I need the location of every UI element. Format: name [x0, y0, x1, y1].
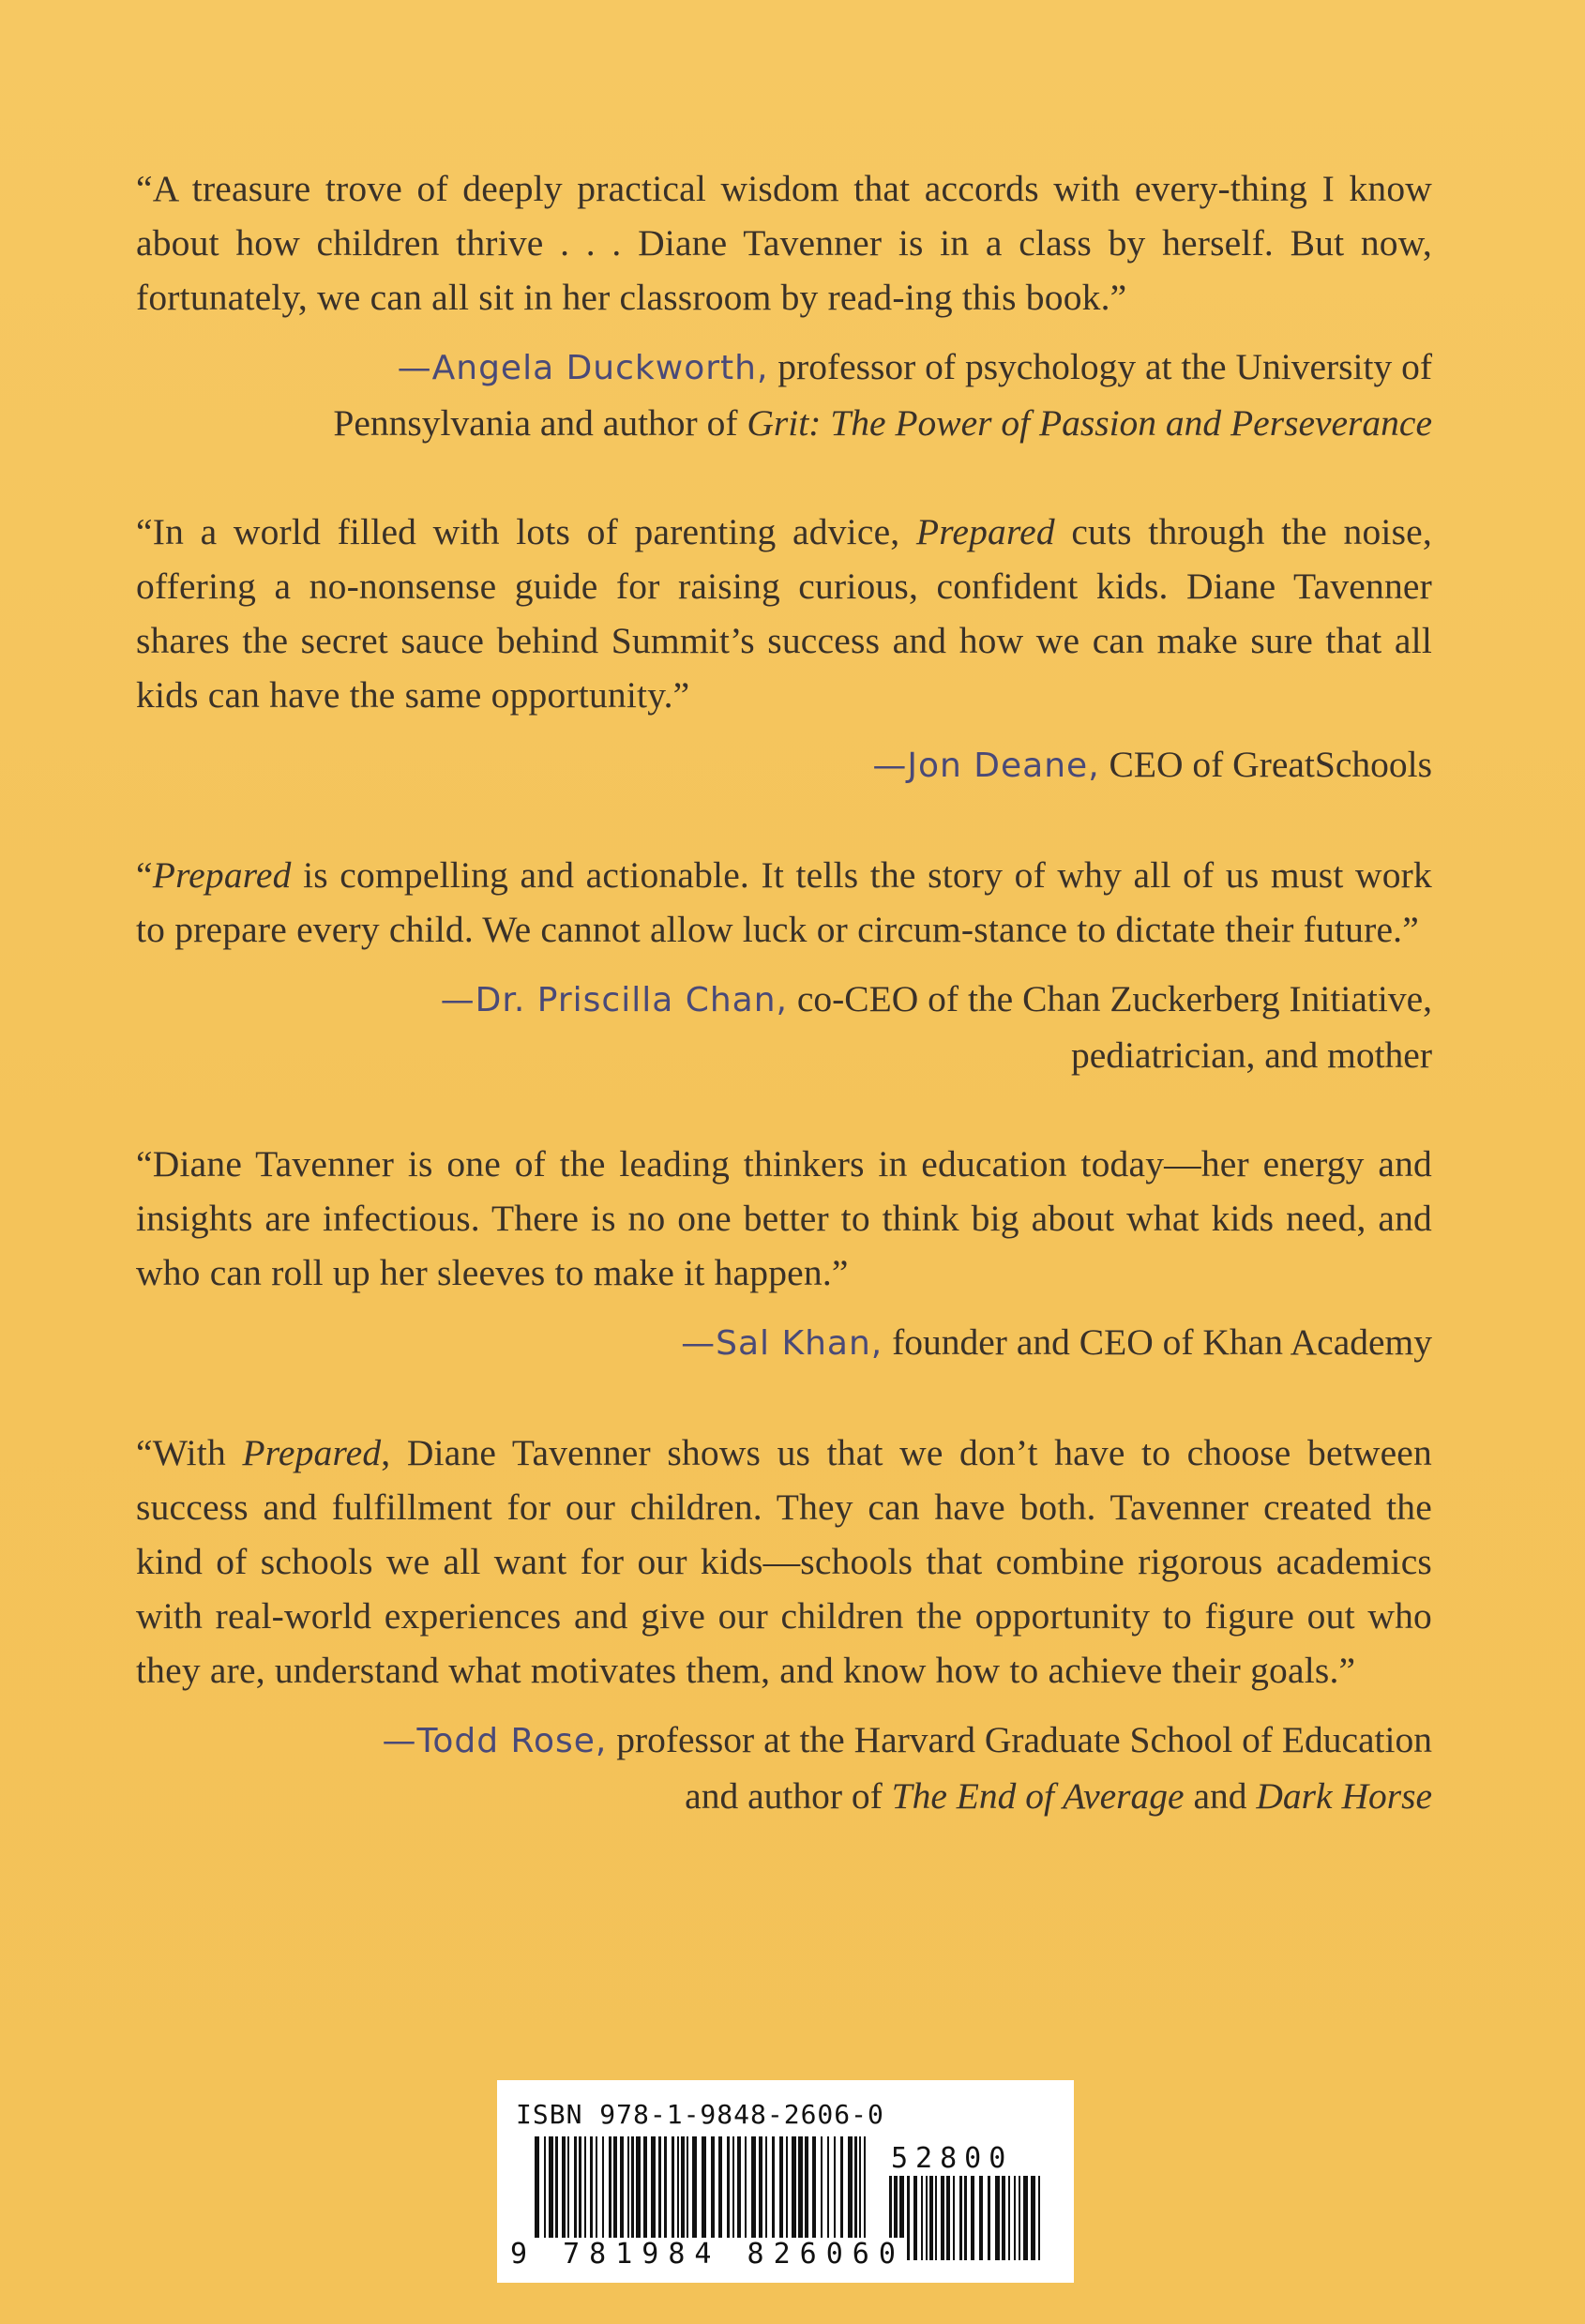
- barcode-bar: [1008, 2176, 1010, 2260]
- barcode-bar: [1019, 2176, 1020, 2260]
- barcode-bar: [921, 2176, 923, 2260]
- barcode-bar: [988, 2176, 990, 2260]
- blurb-attribution: [136, 1315, 1432, 1371]
- book-title: Prepared: [915, 511, 1055, 552]
- barcode-bar: [913, 2176, 917, 2260]
- blurb-author-role: CEO of GreatSchools: [1109, 744, 1432, 785]
- blurb-author-role: co-CEO of the Chan Zuckerberg Initiative,: [796, 978, 1432, 1019]
- blurb-author-name: —Todd Rose,: [382, 1722, 608, 1760]
- ean-digits: 9 781984 826060: [510, 2238, 905, 2271]
- blurb-attribution: —Todd Rose, professor at the Harvard Graduate School of Education and author of The End of Average and Dark Horse: [382, 1719, 1432, 1817]
- blurb-quote: “Prepared is compelling and actionable. It tells the story of why all of us must work to prepare every child. We cannot allow luck or circum-stance to dictate their future.”: [136, 854, 1432, 950]
- isbn-label: ISBN 978-1-9848-2606-0: [516, 2099, 884, 2130]
- book-title: Grit: The Power of Passion and Perseverance: [747, 402, 1432, 444]
- barcode-bar: [946, 2176, 950, 2260]
- isbn-barcode: [497, 2080, 1074, 2283]
- barcode-bar: [1038, 2176, 1040, 2260]
- blurb-quote: “In a world filled with lots of parenting advice, Prepared cuts through the noise, offering a no-nonsense guide for raising curious, confident kids. Diane Tavenner shares the secret sauce behind Summit’s success and how we can make sure that all kids can have the same opportunity.”: [136, 511, 1432, 716]
- blurb-quote: “A treasure trove of deeply practical wisdom that accords with every-thing I know about how children thrive . . . Diane Tavenner is in a class by herself. But now, fortunately, we can all sit in her classroom by read-ing this book.”: [136, 168, 1432, 318]
- barcode-bar: [1014, 2176, 1016, 2260]
- blurb-author-role-line2: Pennsylvania and author of: [333, 402, 747, 444]
- blurb-author-role: professor at the Harvard Graduate School of Education: [616, 1719, 1432, 1760]
- barcode-bar: [929, 2176, 933, 2260]
- blurb-deane: [136, 505, 1432, 793]
- barcode-bar: [953, 2176, 955, 2260]
- blurb-rose: [136, 1426, 1432, 1823]
- book-title: Dark Horse: [1256, 1775, 1432, 1817]
- blurb-quote: “Diane Tavenner is one of the leading thinkers in education today—her energy and insights are infectious. There is no one better to think big about what kids need, and who can roll up her sleeves to make it happen.”: [136, 1143, 1432, 1293]
- blurb-attribution: [136, 737, 1432, 793]
- price-bars: [889, 2176, 1040, 2260]
- barcode-bar: [995, 2176, 1000, 2260]
- barcode-bar: [907, 2176, 910, 2260]
- blurb-attribution: [136, 972, 1432, 1082]
- price-code-digits: 52800: [891, 2142, 1014, 2175]
- barcode-bar: [959, 2176, 962, 2260]
- blurb-quote: “With Prepared, Diane Tavenner shows us that we don’t have to choose between success and fulfillment for our children. They can have both. Tavenner created the kind of schools we all want for our kids—schools that combine rigorous academics with real-world experiences and give our children the opportunity to figure out who they are, understand what motivates them, and know how to achieve their goals.”: [136, 1432, 1432, 1691]
- blurb-author-name: —Dr. Priscilla Chan,: [440, 981, 788, 1019]
- blurb-author-role: professor of psychology at the University of: [777, 346, 1432, 387]
- blurb-khan: [136, 1137, 1432, 1371]
- barcode-bar: [971, 2176, 974, 2260]
- barcode-bar: [979, 2176, 983, 2260]
- blurb-author-name: —Angela Duckworth,: [397, 349, 769, 387]
- book-title: Prepared: [242, 1432, 382, 1473]
- barcode-bar: [926, 2176, 928, 2260]
- barcode-bar: [1031, 2176, 1035, 2260]
- barcode-bar: [964, 2176, 967, 2260]
- blurb-attribution: [136, 340, 1432, 450]
- blurb-chan: [136, 848, 1432, 1082]
- blurb-author-name: —Jon Deane,: [872, 747, 1100, 785]
- barcode-bar: [1002, 2176, 1005, 2260]
- blurb-author-name: —Sal Khan,: [681, 1324, 883, 1363]
- blurb-author-role: founder and CEO of Khan Academy: [892, 1321, 1432, 1363]
- barcode-bar: [935, 2176, 937, 2260]
- blurb-duckworth: [136, 161, 1432, 450]
- book-title: Prepared: [152, 854, 292, 896]
- barcode-bar: [1023, 2176, 1028, 2260]
- book-title: The End of Average: [891, 1775, 1185, 1817]
- blurb-list: [136, 161, 1432, 1878]
- barcode-bar: [941, 2176, 944, 2260]
- blurb-author-role-line2: pediatrician, and mother: [1071, 1034, 1432, 1076]
